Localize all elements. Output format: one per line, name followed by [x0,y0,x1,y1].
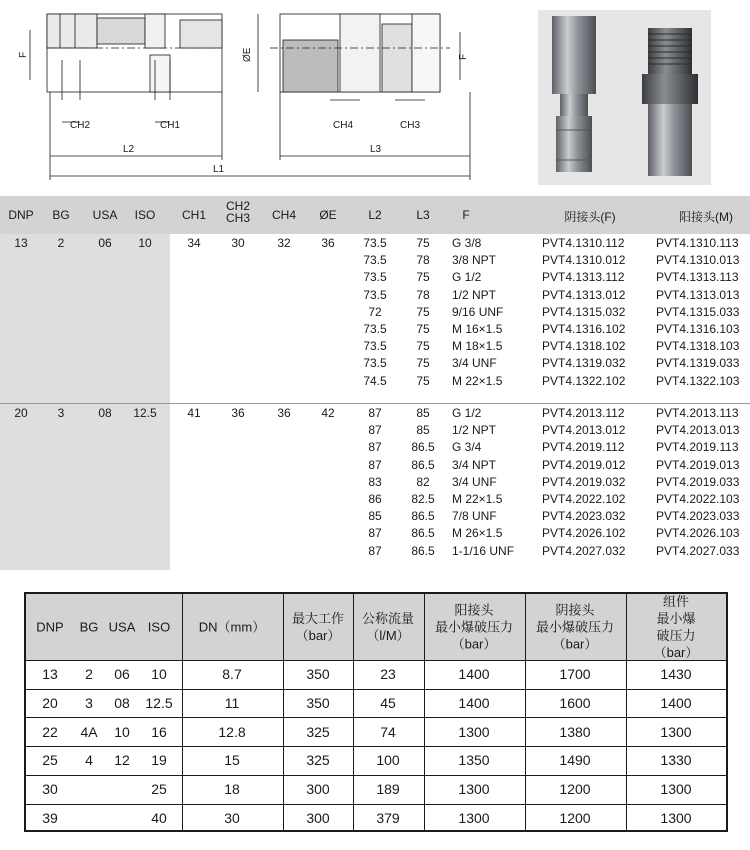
spec-l3-value: 75 [416,236,430,250]
spec-ch23-value: 36 [231,406,245,420]
pt-flow-value: 23 [380,666,396,683]
pt-female-burst-value: 1380 [559,723,591,740]
spec-bg-value: 3 [57,406,65,420]
female-part-number: PVT4.1313.112 [542,270,625,285]
spec-l3-value: 78 [416,287,430,302]
col-header-female: 阴接头(F) [564,210,616,224]
pt-female-burst-value: 1700 [559,666,591,683]
pt-header-iso: ISO [147,619,171,635]
pt-flow-value: 74 [380,723,396,740]
pt-dn-value: 11 [224,695,240,712]
spec-l2-value: 73.5 [363,236,387,250]
spec-thread-value: 7/8 UNF [452,509,497,524]
spec-thread-value: 1/2 NPT [452,423,497,438]
female-part-number: PVT4.2022.102 [542,492,626,506]
spec-ch1-value: 34 [187,236,201,250]
pt-header-bg: BG [79,619,99,635]
spec-thread-value: M 26×1.5 [452,526,503,541]
spec-ch4-value: 36 [277,406,291,420]
pt-max-work-value: 350 [306,695,330,712]
f-label-right: F [458,53,469,60]
spec-iso-value: 12.5 [133,406,157,420]
spec-thread-value: M 22×1.5 [452,492,503,506]
male-part-number: PVT4.1313.013 [656,287,740,302]
pt-header-assembly-line1: 组件 [662,594,689,609]
pressure-row-divider [26,804,726,805]
male-part-number: PVT4.1310.013 [656,253,740,268]
spec-l2-value: 87 [368,526,382,541]
pt-flow-value: 189 [376,781,400,798]
pt-dn-value: 30 [224,809,240,826]
male-part-number: PVT4.1319.033 [656,356,740,371]
l3-label: L3 [370,144,382,155]
spec-l3-value: 85 [416,423,430,438]
spec-thread-value: M 18×1.5 [452,339,503,354]
pt-header-assembly-line3: （bar） [653,645,699,660]
spec-l2-value: 73.5 [363,322,387,336]
pt-usa-value: 08 [114,695,130,712]
spec-l3-value: 86.5 [411,440,435,455]
female-part-number: PVT4.1318.102 [542,339,626,354]
pt-header-flow-line1: 公称流量 [361,611,415,626]
col-header-ch3: CH3 [225,211,251,225]
spec-usa-value: 08 [98,406,112,420]
pt-header-female-line1: 阴接头 [555,602,595,618]
pt-header-dn: DN（mm） [198,619,266,635]
female-part-number: PVT4.1310.112 [542,236,625,250]
spec-l2-value: 86 [368,492,382,506]
pt-dnp-value: 25 [42,752,58,769]
col-header-oe: ØE [319,208,337,222]
col-header-ch1: CH1 [181,208,207,222]
pt-female-burst-value: 1200 [559,809,591,826]
pt-header-female-line2: 最小爆破压力 [535,619,615,635]
pt-max-work-value: 300 [306,809,330,826]
male-part-number: PVT4.2013.113 [656,406,739,420]
spec-l3-value: 86.5 [411,543,435,558]
pt-female-burst-value: 1600 [559,695,591,712]
pt-usa-value: 06 [114,666,130,683]
spec-l2-value: 74.5 [363,373,387,388]
col-header-iso: ISO [134,208,156,222]
spec-thread-value: 1/2 NPT [452,287,497,302]
pt-max-work-value: 350 [306,666,330,683]
pressure-row-divider [26,689,726,690]
pt-usa-value: 12 [114,752,130,769]
spec-l3-value: 75 [416,304,430,319]
col-header-usa: USA [92,208,118,222]
pt-usa-value: 10 [114,723,130,740]
pt-dn-value: 12.8 [218,723,246,740]
ch4-label: CH4 [333,120,354,131]
col-header-bg: BG [52,208,70,222]
male-coupler-photo [642,28,698,176]
spec-l2-value: 73.5 [363,270,387,285]
spec-l3-value: 82 [416,474,430,489]
pt-male-burst-value: 1300 [458,781,490,798]
spec-l2-value: 87 [368,457,382,472]
male-part-number: PVT4.2019.033 [656,474,740,489]
pt-header-usa: USA [108,619,136,635]
pt-iso-value: 25 [151,781,167,798]
spec-thread-value: G 3/8 [452,236,482,250]
male-part-number: PVT4.2027.033 [656,543,740,558]
pt-header-flow [362,610,414,644]
pt-female-burst-value: 1490 [559,752,591,769]
spec-l3-value: 75 [416,270,430,285]
female-part-number: PVT4.1316.102 [542,322,626,336]
female-part-number: PVT4.2019.032 [542,474,626,489]
male-part-number: PVT4.1322.103 [656,373,740,388]
pt-dnp-value: 22 [42,723,58,740]
pt-female-burst-value: 1200 [559,781,591,798]
pt-dn-value: 15 [224,752,240,769]
spec-group-separator [0,403,750,404]
spec-l2-value: 73.5 [363,339,387,354]
pt-bg-value: 4A [80,723,98,740]
pressure-row-divider [26,717,726,718]
col-header-ch4: CH4 [271,208,297,222]
l2-label: L2 [123,144,135,155]
spec-thread-value: 3/8 NPT [452,253,497,268]
pt-header-male-line3: （bar） [451,636,497,652]
female-part-number: PVT4.2027.032 [542,543,626,558]
pt-dnp-value: 39 [42,809,58,826]
spec-l3-value: 75 [416,356,430,371]
male-part-number: PVT4.1318.103 [656,339,740,354]
spec-l2-value: 83 [368,474,382,489]
pt-assembly-burst-value: 1300 [660,781,692,798]
pt-header-male-line1: 阳接头 [454,602,494,618]
female-part-number: PVT4.1319.032 [542,356,626,371]
pt-header-female [536,602,614,653]
col-header-dnp: DNP [8,208,34,222]
pt-header-male-line2: 最小爆破压力 [434,619,514,635]
spec-bg-value: 2 [57,236,65,250]
female-part-number: PVT4.1322.102 [542,373,626,388]
female-coupler-photo [552,16,596,172]
pt-iso-value: 19 [151,752,167,769]
male-part-number: PVT4.2013.013 [656,423,740,438]
male-part-number: PVT4.1316.103 [656,322,740,336]
col-header-ch2-ch3 [226,200,250,224]
spec-ch4-value: 32 [277,236,291,250]
spec-l3-value: 85 [416,406,430,420]
pt-flow-value: 100 [376,752,400,769]
pt-dnp-value: 20 [42,695,58,712]
spec-thread-value: 3/4 UNF [452,356,497,371]
col-header-male: 阳接头(M) [679,210,733,224]
male-part-number: PVT4.1313.113 [656,270,739,285]
spec-group-shade [0,234,170,404]
spec-l2-value: 87 [368,423,382,438]
spec-l2-value: 72 [368,304,382,319]
spec-thread-value: 9/16 UNF [452,304,504,319]
spec-l3-value: 86.5 [411,457,435,472]
pt-male-burst-value: 1400 [458,695,490,712]
pt-header-female-line3: （bar） [552,636,598,652]
spec-header-row [0,196,750,234]
pt-flow-value: 45 [380,695,396,712]
male-part-number: PVT4.2019.113 [656,440,739,455]
spec-l2-value: 73.5 [363,253,387,268]
male-coupler-drawing [258,14,470,180]
dimension-spec-table [0,196,750,570]
female-part-number: PVT4.2013.112 [542,406,625,420]
spec-dnp-value: 20 [14,406,28,420]
l1-label: L1 [213,164,225,175]
female-part-number: PVT4.1310.012 [542,253,626,268]
female-part-number: PVT4.1315.032 [542,304,626,319]
spec-l3-value: 75 [416,322,430,336]
pt-iso-value: 12.5 [145,695,173,712]
spec-ch23-value: 30 [231,236,245,250]
spec-l3-value: 86.5 [411,526,435,541]
spec-thread-value: M 16×1.5 [452,322,503,336]
pt-dn-value: 18 [224,781,240,798]
spec-l2-value: 87 [368,406,382,420]
pt-male-burst-value: 1350 [458,752,490,769]
female-part-number: PVT4.2019.112 [542,440,625,455]
spec-l2-value: 87 [368,440,382,455]
female-part-number: PVT4.2019.012 [542,457,626,472]
spec-thread-value: 3/4 NPT [452,457,497,472]
pt-assembly-burst-value: 1330 [660,752,692,769]
pt-header-assembly [651,593,701,661]
spec-thread-value: G 1/2 [452,406,482,420]
pressure-row-divider [26,746,726,747]
spec-l3-value: 82.5 [411,492,435,506]
spec-l3-value: 75 [416,339,430,354]
pt-dnp-value: 13 [42,666,58,683]
pt-header-max-work [292,610,344,644]
pt-bg-value: 2 [85,666,93,683]
spec-oe-value: 36 [321,236,335,250]
spec-thread-value: M 22×1.5 [452,373,503,388]
male-part-number: PVT4.1315.033 [656,304,740,319]
spec-group-shade [0,404,170,570]
pt-assembly-burst-value: 1300 [660,809,692,826]
spec-dnp-value: 13 [14,236,28,250]
pt-header-dnp: DNP [36,619,64,635]
pt-flow-value: 379 [376,809,400,826]
ch1-label: CH1 [160,120,181,131]
pt-header-max-work-line1: 最大工作 [291,611,345,626]
spec-thread-value: 3/4 UNF [452,474,497,489]
pressure-row-divider [26,775,726,776]
col-header-f: F [462,208,470,222]
pt-male-burst-value: 1300 [458,723,490,740]
male-part-number: PVT4.2019.013 [656,457,740,472]
product-photo [538,10,711,185]
spec-iso-value: 10 [138,236,152,250]
f-label-left: F [18,51,29,58]
pt-header-max-work-line2: （bar） [295,628,341,643]
female-part-number: PVT4.1313.012 [542,287,626,302]
pt-dn-value: 8.7 [222,666,242,683]
spec-l2-value: 85 [368,509,382,524]
col-header-l2: L2 [368,208,382,222]
pt-male-burst-value: 1400 [458,666,490,683]
spec-ch1-value: 41 [187,406,201,420]
pt-dnp-value: 30 [42,781,58,798]
pt-assembly-burst-value: 1300 [660,723,692,740]
col-header-ch2: CH2 [225,199,251,213]
pt-male-burst-value: 1300 [458,809,490,826]
spec-usa-value: 06 [98,236,112,250]
pressure-rating-table [24,592,728,832]
spec-l3-value: 75 [416,373,430,388]
oe-label: ØE [242,47,253,62]
spec-l2-value: 87 [368,543,382,558]
spec-l3-value: 86.5 [411,509,435,524]
pt-iso-value: 10 [151,666,167,683]
spec-l2-value: 73.5 [363,287,387,302]
pt-iso-value: 16 [151,723,167,740]
spec-thread-value: G 1/2 [452,270,482,285]
male-part-number: PVT4.2026.103 [656,526,740,541]
spec-l3-value: 78 [416,253,430,268]
pt-bg-value: 3 [85,695,93,712]
male-part-number: PVT4.2023.033 [656,509,740,524]
male-part-number: PVT4.1310.113 [656,236,739,250]
pt-assembly-burst-value: 1430 [660,666,692,683]
male-part-number: PVT4.2022.103 [656,492,740,506]
pt-iso-value: 40 [151,809,167,826]
female-part-number: PVT4.2026.102 [542,526,626,541]
pt-max-work-value: 325 [306,723,330,740]
pt-bg-value: 4 [85,752,93,769]
pt-max-work-value: 325 [306,752,330,769]
female-part-number: PVT4.2013.012 [542,423,626,438]
spec-thread-value: 1-1/16 UNF [452,543,515,558]
ch2-label: CH2 [70,120,91,131]
spec-thread-value: G 3/4 [452,440,482,455]
ch3-label: CH3 [400,120,421,131]
pt-header-assembly-line2: 最小爆破压力 [656,611,696,643]
pt-header-flow-line2: （l/M） [366,628,410,643]
coupling-technical-drawing [0,0,530,190]
female-part-number: PVT4.2023.032 [542,509,626,524]
spec-oe-value: 42 [321,406,335,420]
pt-header-male [435,602,513,653]
pt-assembly-burst-value: 1400 [660,695,692,712]
spec-l2-value: 73.5 [363,356,387,371]
pt-max-work-value: 300 [306,781,330,798]
col-header-l3: L3 [416,208,430,222]
